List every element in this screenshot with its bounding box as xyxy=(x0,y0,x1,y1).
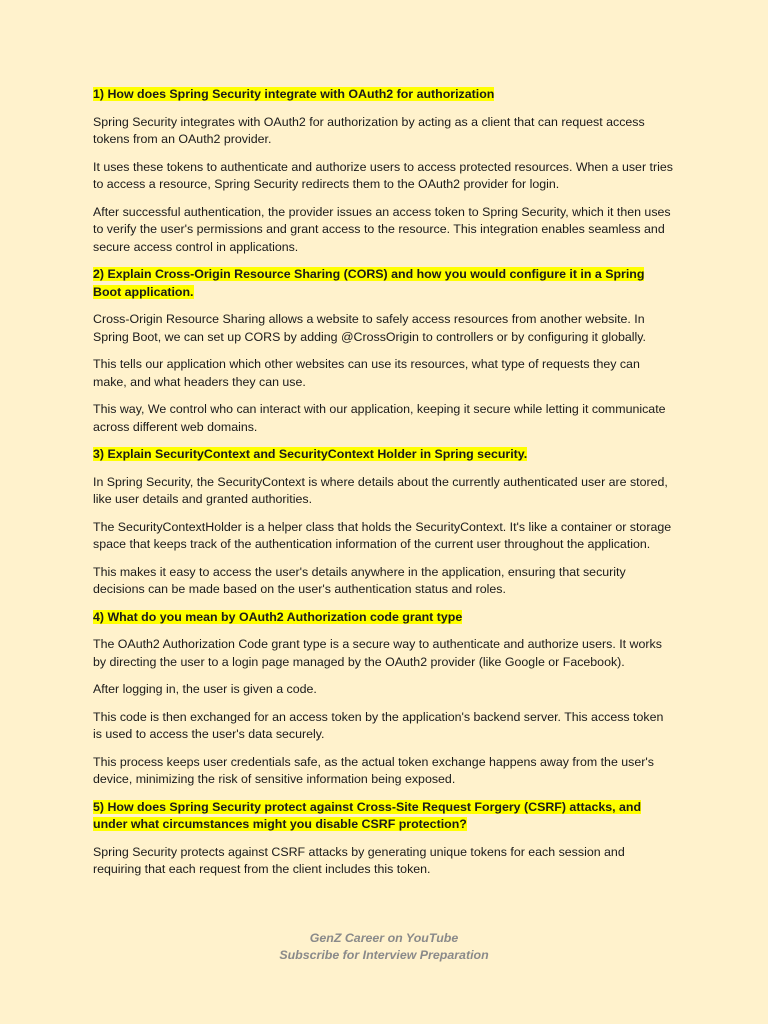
answer-paragraph: This code is then exchanged for an access token by the application's backend server. This access token is used to access the user's data securely. xyxy=(93,709,664,741)
answer-paragraph: After logging in, the user is given a code. xyxy=(93,682,317,696)
question-heading: 2) Explain Cross-Origin Resource Sharing (CORS) and how you would configure it in a Spring Boot application. xyxy=(93,267,645,299)
answer-paragraph: This makes it easy to access the user's details anywhere in the application, ensuring that security decisions can be made based on the user's authentication status and roles. xyxy=(93,564,626,596)
section-3 xyxy=(93,446,675,599)
section-2 xyxy=(93,266,675,436)
document-body xyxy=(93,86,675,889)
answer-paragraph: It uses these tokens to authenticate and authorize users to access protected resources. When a user tries to access a resource, Spring Security redirects them to the OAuth2 provider for login. xyxy=(93,159,673,191)
answer-paragraph: After successful authentication, the provider issues an access token to Spring Security, which it then uses to verify the user's permissions and grant access to the resource. This integration enables seamless and secure access control in applications. xyxy=(93,204,671,254)
footer-channel-line: GenZ Career on YouTube xyxy=(309,931,459,945)
answer-paragraph: This way, We control who can interact with our application, keeping it secure while letting it communicate across different web domains. xyxy=(93,402,666,434)
question-heading: 5) How does Spring Security protect against Cross-Site Request Forgery (CSRF) attacks, and under what circumstances might you disable CSRF protection? xyxy=(93,799,642,831)
question-heading: 1) How does Spring Security integrate with OAuth2 for authorization xyxy=(93,87,495,101)
answer-paragraph: Spring Security protects against CSRF attacks by generating unique tokens for each session and requiring that each request from the client includes this token. xyxy=(93,844,625,876)
answer-paragraph: Cross-Origin Resource Sharing allows a website to safely access resources from another website. In Spring Boot, we can set up CORS by adding @CrossOrigin to controllers or by configuring it globally. xyxy=(93,312,646,344)
footer xyxy=(0,930,768,963)
question-heading: 3) Explain SecurityContext and SecurityContext Holder in Spring security. xyxy=(93,447,528,461)
section-5 xyxy=(93,799,675,879)
answer-paragraph: The SecurityContextHolder is a helper class that holds the SecurityContext. It's like a container or storage space that keeps track of the authentication information of the current user throughout the application. xyxy=(93,519,672,551)
answer-paragraph: This process keeps user credentials safe, as the actual token exchange happens away from the user's device, minimizing the risk of sensitive information being exposed. xyxy=(93,754,654,786)
answer-paragraph: In Spring Security, the SecurityContext is where details about the currently authenticated user are stored, like user details and granted authorities. xyxy=(93,474,668,506)
answer-paragraph: The OAuth2 Authorization Code grant type is a secure way to authenticate and authorize users. It works by directing the user to a login page managed by the OAuth2 provider (like Google or Facebook). xyxy=(93,637,662,669)
answer-paragraph: This tells our application which other websites can use its resources, what type of requests they can make, and what headers they can use. xyxy=(93,357,640,389)
section-1 xyxy=(93,86,675,256)
footer-subscribe-line: Subscribe for Interview Preparation xyxy=(279,947,489,962)
question-heading: 4) What do you mean by OAuth2 Authorization code grant type xyxy=(93,609,463,624)
section-4 xyxy=(93,609,675,789)
answer-paragraph: Spring Security integrates with OAuth2 for authorization by acting as a client that can request access tokens from an OAuth2 provider. xyxy=(93,114,645,146)
